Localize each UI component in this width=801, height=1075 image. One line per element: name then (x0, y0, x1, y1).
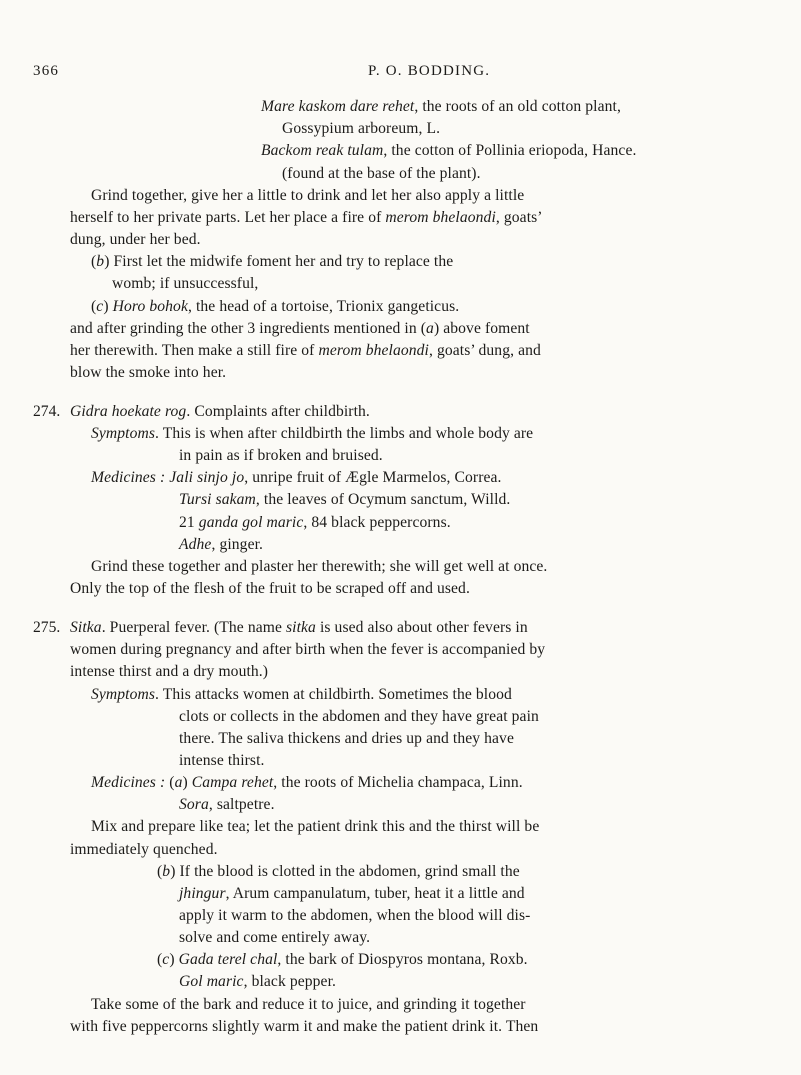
text-span: Grind these together and plaster her therewith; she will get well at once. (91, 558, 548, 575)
text-span: , 84 black peppercorns. (303, 514, 451, 531)
santali-term: Adhe (179, 536, 212, 553)
text-span: women during pregnancy and after birth when the fever is accompanied by (70, 641, 546, 658)
santali-term: Sitka (70, 619, 102, 636)
text-span: . This is when after childbirth the limbs and whole body are (155, 425, 534, 442)
text-span: ) above foment (433, 320, 530, 337)
text-span: ) (182, 774, 192, 791)
santali-term: jhingur (179, 885, 226, 902)
text-line (179, 706, 539, 727)
text-span: blow the smoke into her. (70, 364, 227, 381)
text-line (157, 861, 520, 882)
text-line (179, 489, 510, 510)
text-line (91, 251, 453, 272)
page-number: 366 (33, 63, 60, 79)
running-title: P. O. BODDING. (368, 63, 491, 79)
text-line (179, 750, 265, 771)
text-line (70, 1016, 538, 1037)
text-span: womb; if unsuccessful, (112, 275, 259, 292)
text-span: , the roots of an old cotton plant, (414, 98, 621, 115)
text-line (261, 96, 621, 117)
subheading: Symptoms (91, 425, 156, 442)
section-heading (70, 617, 528, 638)
text-span: Mix and prepare like tea; let the patient drink this and the thirst will be (91, 818, 540, 835)
text-line (179, 905, 530, 926)
text-span: ) (169, 951, 179, 968)
subheading: Medicines : (91, 469, 166, 486)
text-span: Grind together, give her a little to drink and let her also apply a little (91, 187, 525, 204)
text-line (70, 207, 543, 228)
text-line (157, 949, 528, 970)
subheading: Medicines : (91, 774, 166, 791)
text-line (179, 445, 383, 466)
text-span: 21 (179, 514, 199, 531)
list-marker: b (96, 253, 105, 270)
text-line (282, 163, 481, 184)
text-span: dung, under her bed. (70, 231, 201, 248)
text-line (70, 318, 530, 339)
santali-term: Backom reak tulam (261, 142, 384, 159)
santali-term: Mare kaskom dare rehet (261, 98, 415, 115)
santali-term: Horo bohok (112, 298, 188, 315)
text-span: , the roots of Michelia champaca, Linn. (273, 774, 523, 791)
text-line (179, 927, 370, 948)
text-line (70, 362, 226, 383)
text-span: , goats’ (495, 209, 543, 226)
text-line (70, 839, 218, 860)
list-marker: a (174, 774, 183, 791)
text-line (70, 661, 268, 682)
text-line (70, 340, 541, 361)
subheading: Symptoms (91, 686, 156, 703)
santali-term: Gidra hoekate rog (70, 403, 187, 420)
text-span: , ginger. (211, 536, 264, 553)
text-span: ) If the blood is clotted in the abdomen, grind small the (170, 863, 520, 880)
list-marker: a (426, 320, 434, 337)
santali-term: merom bhelaondi (385, 209, 496, 226)
text-span: , the head of a tortoise, Trionix gangeticus. (187, 298, 460, 315)
text-line (179, 728, 514, 749)
text-line (91, 423, 533, 444)
text-span: herself to her private parts. Let her place a fire of (70, 209, 386, 226)
text-span: , unripe fruit of Ægle Marmelos, Correa. (244, 469, 502, 486)
santali-term: Gol maric (179, 973, 244, 990)
list-marker: b (162, 863, 171, 880)
santali-term: Tursi sakam (179, 491, 256, 508)
santali-term: Sora (179, 796, 209, 813)
text-span: , the cotton of Pollinia eriopoda, Hance. (383, 142, 637, 159)
text-span: solve and come entirely away. (179, 929, 371, 946)
text-line (70, 578, 470, 599)
text-line (179, 794, 275, 815)
section-heading (70, 401, 370, 422)
text-line (91, 816, 539, 837)
santali-term: ganda gol maric (198, 514, 304, 531)
text-span: , goats’ dung, and (428, 342, 541, 359)
text-span: ( (91, 253, 97, 270)
text-line (91, 772, 523, 793)
text-line (91, 185, 524, 206)
text-line (91, 994, 526, 1015)
text-span: Take some of the bark and reduce it to juice, and grinding it together (91, 996, 526, 1013)
text-span: ( (91, 298, 97, 315)
text-span: . Complaints after childbirth. (186, 403, 370, 420)
text-span: intense thirst. (179, 752, 265, 769)
santali-term: Jali sinjo jo (169, 469, 245, 486)
text-line (91, 467, 502, 488)
text-line (70, 229, 201, 250)
text-span: , the leaves of Ocymum sanctum, Willd. (255, 491, 511, 508)
text-span: , Arum campanulatum, tuber, heat it a little and (225, 885, 525, 902)
text-line (282, 118, 440, 139)
text-line (179, 512, 451, 533)
text-span: clots or collects in the abdomen and they have great pain (179, 708, 539, 725)
text-span: is used also about other fevers in (315, 619, 528, 636)
text-span: ( (157, 951, 163, 968)
text-line (91, 556, 547, 577)
text-span: , the bark of Diospyros montana, Roxb. (277, 951, 528, 968)
text-span: with five peppercorns slightly warm it and make the patient drink it. Then (70, 1018, 539, 1035)
text-line (179, 534, 263, 555)
text-span: ) First let the midwife foment her and try to replace the (104, 253, 454, 270)
text-span: in pain as if broken and bruised. (179, 447, 383, 464)
santali-term: Campa rehet (191, 774, 274, 791)
text-span: ( (157, 863, 163, 880)
text-span: Only the top of the flesh of the fruit to be scraped off and used. (70, 580, 470, 597)
list-marker: c (96, 298, 104, 315)
text-line (179, 883, 525, 904)
section-number: 274. (33, 403, 61, 420)
text-line (179, 971, 336, 992)
text-span: , black pepper. (243, 973, 337, 990)
text-span: . Puerperal fever. (The name (101, 619, 286, 636)
text-span: her therewith. Then make a still fire of (70, 342, 319, 359)
text-line (112, 273, 258, 294)
text-span: . This attacks women at childbirth. Sometimes the blood (155, 686, 512, 703)
text-span: Gossypium arboreum, L. (282, 120, 441, 137)
text-line (91, 684, 512, 705)
text-span: ( (165, 774, 175, 791)
text-line (261, 140, 636, 161)
santali-term: sitka (286, 619, 316, 636)
text-line (70, 639, 545, 660)
text-span: ) (103, 298, 113, 315)
text-span: immediately quenched. (70, 841, 218, 858)
text-span: (found at the base of the plant). (282, 165, 481, 182)
santali-term: Gada terel chal (178, 951, 278, 968)
section-number: 275. (33, 619, 61, 636)
text-span: , saltpetre. (208, 796, 275, 813)
text-span: apply it warm to the abdomen, when the blood will dis- (179, 907, 531, 924)
text-span: intense thirst and a dry mouth.) (70, 663, 269, 680)
text-span: there. The saliva thickens and dries up and they have (179, 730, 514, 747)
text-span: and after grinding the other 3 ingredients mentioned in ( (70, 320, 427, 337)
list-marker: c (162, 951, 170, 968)
santali-term: merom bhelaondi (318, 342, 429, 359)
text-line (91, 296, 459, 317)
